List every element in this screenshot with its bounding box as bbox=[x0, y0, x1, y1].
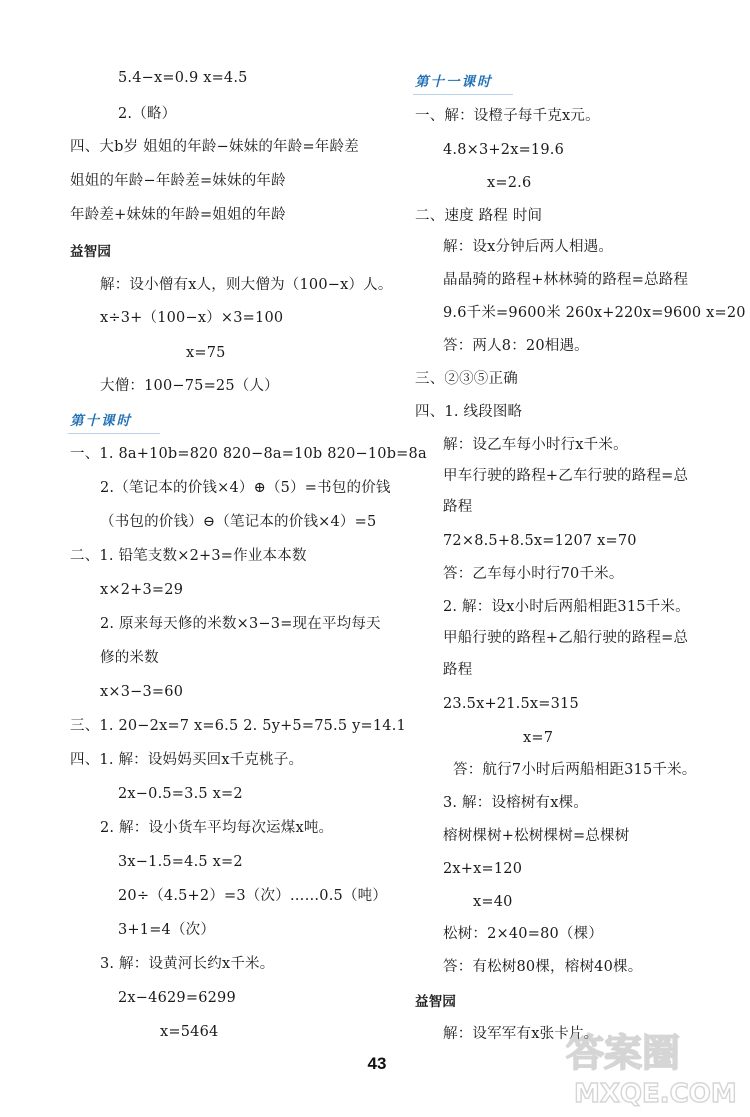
text-line: 年龄差+妹妹的年龄=姐姐的年龄 bbox=[70, 207, 286, 223]
heading-underline bbox=[68, 433, 160, 434]
text-line: 2. 解：设x小时后两船相距315千米。 bbox=[443, 599, 690, 615]
text-line: 2x+x=120 bbox=[443, 861, 523, 877]
text-line: 3. 解：设黄河长约x千米。 bbox=[100, 956, 275, 972]
text-line: 三、②③⑤正确 bbox=[415, 371, 518, 387]
text-line: 解：设乙车每小时行x千米。 bbox=[443, 437, 628, 453]
section-title: 益智园 bbox=[70, 244, 112, 260]
text-line: 二、1. 铅笔支数×2+3=作业本本数 bbox=[70, 548, 307, 564]
text-line: 三、1. 20−2x=7 x=6.5 2. 5y+5=75.5 y=14.1 bbox=[70, 718, 406, 734]
text-line: 晶晶骑的路程+林林骑的路程=总路程 bbox=[443, 272, 689, 288]
text-line: 大僧：100−75=25（人） bbox=[100, 378, 279, 394]
page-number: 43 bbox=[367, 1054, 387, 1073]
text-line: 修的米数 bbox=[100, 650, 159, 666]
text-line: 答：有松树80棵，榕树40棵。 bbox=[443, 959, 643, 975]
text-line: x=40 bbox=[473, 894, 513, 910]
text-line: 答：航行7小时后两船相距315千米。 bbox=[453, 762, 697, 778]
text-line: 5.4−x=0.9 x=4.5 bbox=[118, 70, 248, 86]
text-line: 2.（略） bbox=[118, 106, 177, 122]
text-line: 解：设军军有x张卡片。 bbox=[443, 1026, 599, 1042]
text-line: x=5464 bbox=[160, 1024, 219, 1040]
text-line: 解：设小僧有x人，则大僧为（100−x）人。 bbox=[100, 277, 393, 293]
text-line: 2. 解：设小货车平均每次运煤x吨。 bbox=[100, 820, 334, 836]
text-line: 20÷（4.5+2）=3（次）……0.5（吨） bbox=[118, 888, 388, 904]
watermark-url: MXQE.COM bbox=[574, 1079, 737, 1109]
text-line: 四、1. 线段图略 bbox=[415, 404, 523, 420]
text-line: 72×8.5+8.5x=1207 x=70 bbox=[443, 533, 637, 549]
text-line: x×2+3=29 bbox=[100, 582, 184, 598]
text-line: 解：设x分钟后两人相遇。 bbox=[443, 239, 614, 255]
section-title: 益智园 bbox=[415, 994, 457, 1010]
text-line: 答：两人8：20相遇。 bbox=[443, 338, 589, 354]
text-line: 路程 bbox=[443, 499, 473, 515]
text-line: 松树：2×40=80（棵） bbox=[443, 926, 604, 942]
text-line: x÷3+（100−x）×3=100 bbox=[100, 310, 284, 326]
text-line: 2x−4629=6299 bbox=[118, 990, 236, 1006]
text-line: 四、大b岁 姐姐的年龄−妹妹的年龄=年龄差 bbox=[70, 139, 359, 155]
text-line: 9.6千米=9600米 260x+220x=9600 x=20 bbox=[443, 305, 746, 321]
text-line: 2. 原来每天修的米数×3−3=现在平均每天 bbox=[100, 616, 381, 632]
text-line: 甲船行驶的路程+乙船行驶的路程=总 bbox=[443, 630, 689, 646]
text-line: x=7 bbox=[523, 730, 554, 746]
text-line: 2x−0.5=3.5 x=2 bbox=[118, 786, 243, 802]
lesson-heading: 第十课时 bbox=[70, 413, 132, 429]
text-line: 甲车行驶的路程+乙车行驶的路程=总 bbox=[443, 468, 689, 484]
text-line: x=75 bbox=[186, 345, 226, 361]
text-line: 3+1=4（次） bbox=[118, 922, 216, 938]
text-line: 路程 bbox=[443, 662, 473, 678]
text-line: 23.5x+21.5x=315 bbox=[443, 696, 579, 712]
text-line: x=2.6 bbox=[487, 175, 532, 191]
text-line: 一、解：设橙子每千克x元。 bbox=[415, 108, 600, 124]
watermark-text: 答案圈 bbox=[566, 1031, 681, 1075]
watermark-logo bbox=[560, 1022, 745, 1110]
heading-underline bbox=[413, 94, 513, 95]
lesson-heading: 第十一课时 bbox=[415, 74, 493, 90]
text-line: （书包的价钱）⊖（笔记本的价钱×4）=5 bbox=[100, 514, 377, 530]
text-line: 榕树棵树+松树棵树=总棵树 bbox=[443, 828, 630, 844]
text-line: 2.（笔记本的价钱×4）⊕（5）=书包的价钱 bbox=[100, 480, 391, 496]
text-line: 3x−1.5=4.5 x=2 bbox=[118, 854, 243, 870]
text-line: 答：乙车每小时行70千米。 bbox=[443, 566, 624, 582]
text-line: 二、速度 路程 时间 bbox=[415, 208, 543, 224]
text-line: 姐姐的年龄−年龄差=妹妹的年龄 bbox=[70, 173, 286, 189]
text-line: 3. 解：设榕树有x棵。 bbox=[443, 795, 589, 811]
text-line: 一、1. 8a+10b=820 820−8a=10b 820−10b=8a bbox=[70, 446, 427, 462]
text-line: 4.8×3+2x=19.6 bbox=[443, 142, 565, 158]
text-line: 四、1. 解：设妈妈买回x千克桃子。 bbox=[70, 752, 304, 768]
text-line: x×3−3=60 bbox=[100, 684, 184, 700]
